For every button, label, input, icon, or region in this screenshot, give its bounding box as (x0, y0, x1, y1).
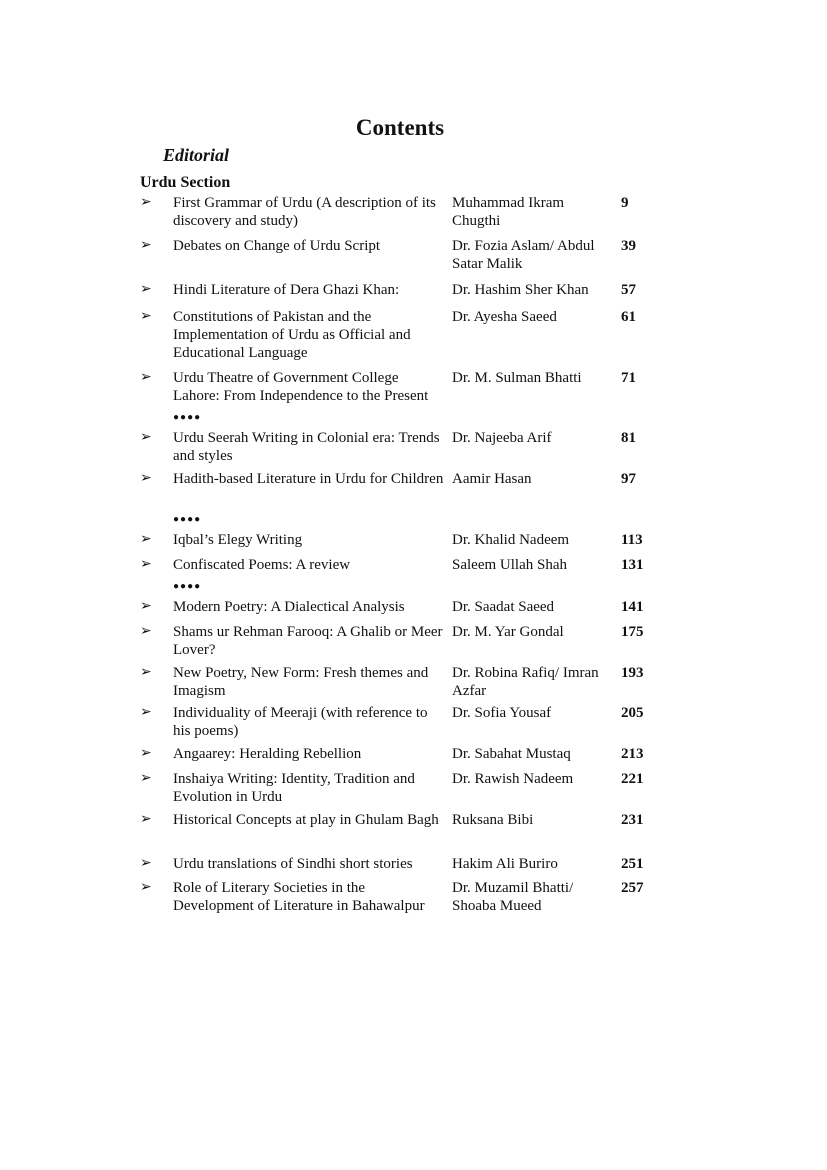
arrow-bullet-icon: ➢ (140, 309, 152, 324)
entry-author: Dr. Hashim Sher Khan (452, 282, 589, 298)
entry-title: Confiscated Poems: A review (173, 557, 351, 573)
entry-author: Dr. Sabahat Mustaq (452, 746, 571, 762)
arrow-bullet-icon: ➢ (140, 238, 152, 253)
entry-author: Dr. Sofia Yousaf (452, 705, 552, 721)
entry-author: Dr. M. Yar Gondal (452, 624, 564, 640)
entry-page-number: 97 (621, 471, 636, 487)
arrow-bullet-icon: ➢ (140, 430, 152, 445)
entry-author: Aamir Hasan (452, 471, 532, 487)
entry-page-number: 257 (621, 880, 644, 896)
entry-author: Dr. Najeeba Arif (452, 430, 552, 446)
arrow-bullet-icon: ➢ (140, 746, 152, 761)
entry-title: Debates on Change of Urdu Script (173, 238, 381, 254)
arrow-bullet-icon: ➢ (140, 557, 152, 572)
arrow-bullet-icon: ➢ (140, 624, 152, 639)
editorial-heading: Editorial (163, 145, 230, 165)
entry-author: Dr. Ayesha Saeed (452, 309, 557, 325)
entry-page-number: 251 (621, 856, 644, 872)
entry-author: Dr. Khalid Nadeem (452, 532, 570, 548)
entry-author: Muhammad Ikram Chugthi (452, 195, 565, 229)
page-title: Contents (355, 115, 445, 140)
entry-author: Dr. Robina Rafiq/ Imran Azfar (452, 665, 599, 699)
entry-page-number: 221 (621, 771, 644, 787)
entry-title: Historical Concepts at play in Ghulam Bagh (173, 812, 439, 828)
entry-author: Saleem Ullah Shah (452, 557, 567, 573)
entry-title: Urdu Seerah Writing in Colonial era: Trends and styles (173, 430, 440, 464)
entry-page-number: 205 (621, 705, 644, 721)
section-heading: Urdu Section (140, 174, 231, 191)
toc-entry (140, 308, 660, 368)
arrow-bullet-icon: ➢ (140, 856, 152, 871)
entry-title: Angaarey: Heralding Rebellion (173, 746, 362, 762)
entry-page-number: 39 (621, 238, 636, 254)
entry-author: Dr. M. Sulman Bhatti (452, 370, 582, 386)
entry-title: Shams ur Rehman Farooq: A Ghalib or Meer Lover? (173, 624, 443, 658)
section-separator: ●●●● (173, 581, 202, 592)
arrow-bullet-icon: ➢ (140, 771, 152, 786)
arrow-bullet-icon: ➢ (140, 195, 152, 210)
entry-page-number: 113 (621, 532, 643, 548)
entry-page-number: 175 (621, 624, 644, 640)
arrow-bullet-icon: ➢ (140, 282, 152, 297)
entry-title: Urdu Theatre of Government College Lahore: From Independence to the Present (173, 370, 429, 404)
entry-author: Hakim Ali Buriro (452, 856, 558, 872)
toc-entry (140, 470, 660, 530)
entry-page-number: 61 (621, 309, 636, 325)
arrow-bullet-icon: ➢ (140, 880, 152, 895)
entry-page-number: 57 (621, 282, 636, 298)
entry-title: Constitutions of Pakistan and the Implementation of Urdu as Official and Educational Language (173, 309, 411, 361)
entry-page-number: 131 (621, 557, 644, 573)
arrow-bullet-icon: ➢ (140, 532, 152, 547)
toc-entry (140, 369, 660, 429)
arrow-bullet-icon: ➢ (140, 812, 152, 827)
section-separator: ●●●● (173, 514, 202, 525)
arrow-bullet-icon: ➢ (140, 665, 152, 680)
toc-entry (140, 879, 660, 939)
arrow-bullet-icon: ➢ (140, 471, 152, 486)
entry-title: First Grammar of Urdu (A description of its discovery and study) (173, 195, 436, 229)
entry-author: Dr. Fozia Aslam/ Abdul Satar Malik (452, 238, 595, 272)
entry-author: Dr. Muzamil Bhatti/ Shoaba Mueed (452, 880, 574, 914)
entry-title: Hadith-based Literature in Urdu for Children (173, 471, 444, 487)
entry-page-number: 81 (621, 430, 636, 446)
entry-page-number: 193 (621, 665, 644, 681)
entry-title: Urdu translations of Sindhi short stories (173, 856, 413, 872)
entry-title: Iqbal’s Elegy Writing (173, 532, 303, 548)
entry-author: Dr. Rawish Nadeem (452, 771, 574, 787)
arrow-bullet-icon: ➢ (140, 599, 152, 614)
entry-author: Ruksana Bibi (452, 812, 534, 828)
entry-page-number: 213 (621, 746, 644, 762)
entry-page-number: 71 (621, 370, 636, 386)
entry-title: Role of Literary Societies in the Development of Literature in Bahawalpur (173, 880, 425, 914)
entry-page-number: 231 (621, 812, 644, 828)
arrow-bullet-icon: ➢ (140, 370, 152, 385)
entry-page-number: 141 (621, 599, 644, 615)
entry-author: Dr. Saadat Saeed (452, 599, 555, 615)
entry-title: Inshaiya Writing: Identity, Tradition and Evolution in Urdu (173, 771, 415, 805)
entry-title: Hindi Literature of Dera Ghazi Khan: (173, 282, 400, 298)
arrow-bullet-icon: ➢ (140, 705, 152, 720)
section-separator: ●●●● (173, 412, 202, 423)
entry-title: Modern Poetry: A Dialectical Analysis (173, 599, 405, 615)
entry-title: New Poetry, New Form: Fresh themes and Imagism (173, 665, 429, 699)
entry-page-number: 9 (621, 195, 629, 211)
entry-title: Individuality of Meeraji (with reference to his poems) (173, 705, 428, 739)
